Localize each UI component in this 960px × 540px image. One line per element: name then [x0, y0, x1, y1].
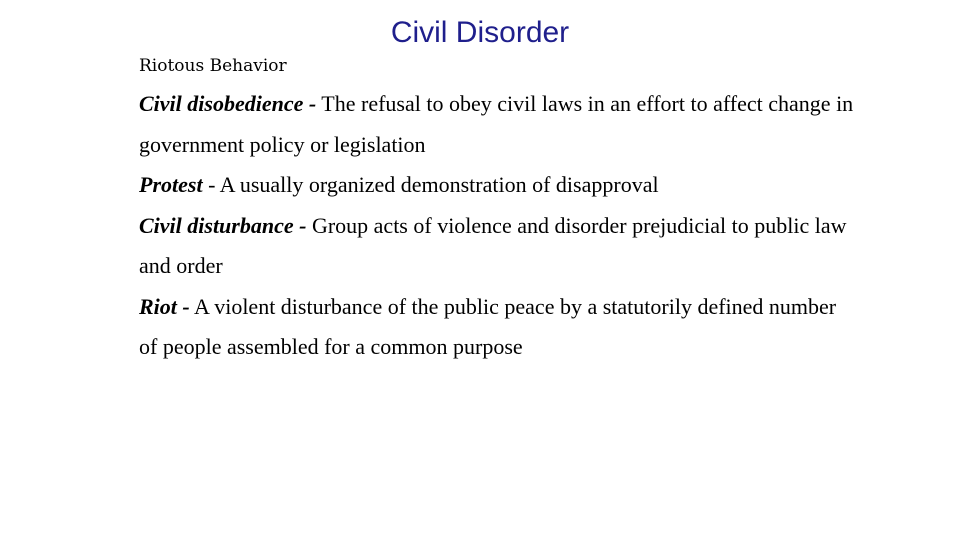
term-label: Civil disturbance -	[139, 212, 307, 238]
definition-riot	[139, 287, 859, 368]
definition-text: A violent disturbance of the public peace by a statutorily defined number of people assembled for a common purpose	[139, 293, 837, 359]
term-label: Riot -	[139, 293, 190, 319]
definition-civil-disobedience	[139, 84, 859, 165]
definition-text: - A usually organized demonstration of disapproval	[208, 172, 659, 197]
term-label: Civil disobedience -	[139, 91, 317, 116]
slide-subtitle: Riotous Behavior	[139, 56, 287, 76]
definition-text: The refusal to obey civil laws in an effort to affect change in government policy or legislation	[139, 91, 854, 157]
definition-protest	[139, 165, 859, 206]
slide-title: Civil Disorder	[390, 16, 570, 49]
term-label: Protest	[139, 172, 203, 197]
definition-text: Group acts of violence and disorder prejudicial to public law and order	[139, 212, 847, 278]
definition-civil-disturbance	[139, 206, 859, 287]
definition-list	[139, 84, 859, 368]
